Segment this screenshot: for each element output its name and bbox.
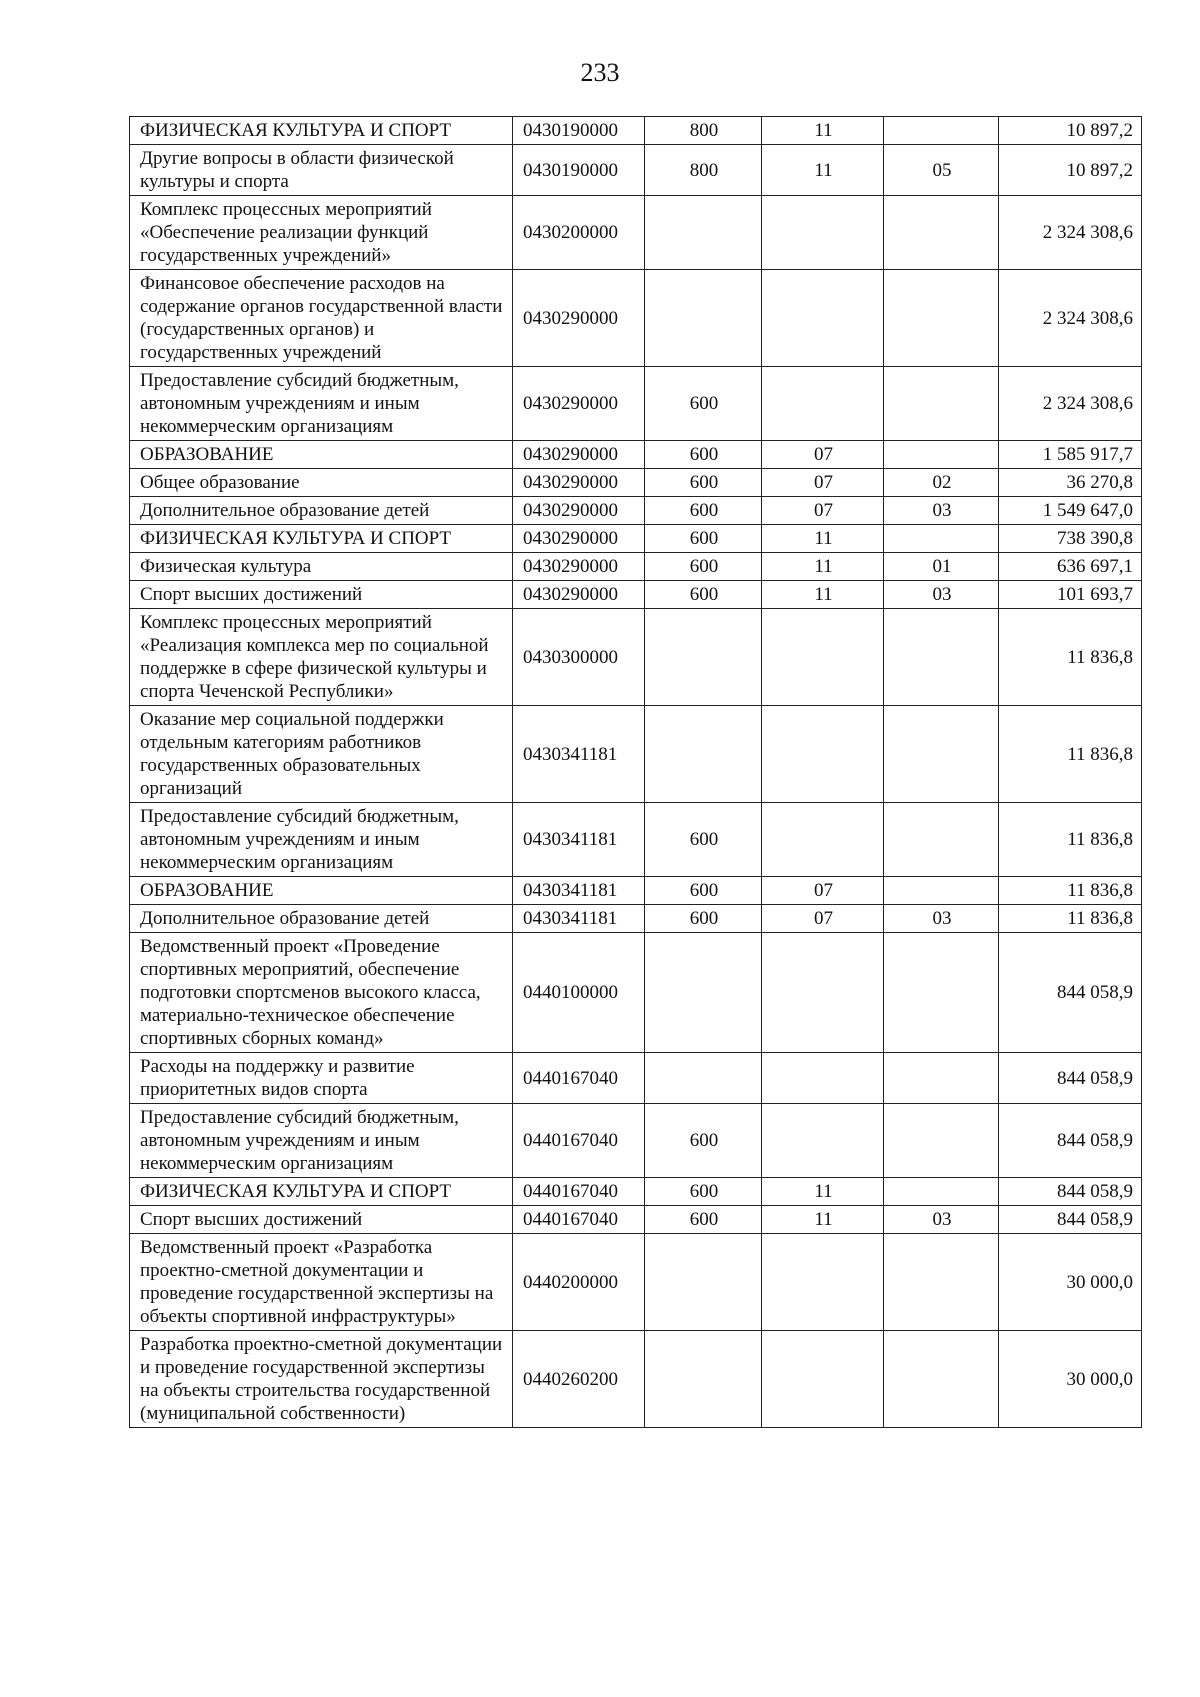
subsection-cell [884, 441, 999, 469]
item-name-cell: ФИЗИЧЕСКАЯ КУЛЬТУРА И СПОРТ [130, 1178, 513, 1206]
table-row [130, 1053, 1142, 1104]
item-name-cell: Предоставление субсидий бюджетным, автономным учреждениям и иным некоммерческим организациям [130, 803, 513, 877]
section-cell [762, 196, 884, 270]
amount-cell: 2 324 308,6 [999, 367, 1142, 441]
item-name-cell: Оказание мер социальной поддержки отдельным категориям работников государственных образовательных организаций [130, 706, 513, 803]
expense-type-cell: 600 [645, 525, 762, 553]
item-name-cell: Финансовое обеспечение расходов на содержание органов государственной власти (государственных органов) и государственных учреждений [130, 270, 513, 367]
expense-type-cell: 600 [645, 1206, 762, 1234]
target-article-code-cell: 0430290000 [513, 367, 645, 441]
expense-type-cell: 600 [645, 1178, 762, 1206]
expense-type-cell: 600 [645, 877, 762, 905]
subsection-cell: 03 [884, 905, 999, 933]
item-name-cell: Комплекс процессных мероприятий «Обеспечение реализации функций государственных учреждений» [130, 196, 513, 270]
target-article-code-cell: 0430341181 [513, 706, 645, 803]
section-cell [762, 803, 884, 877]
expense-type-cell: 600 [645, 367, 762, 441]
table-row [130, 1104, 1142, 1178]
page-number: 233 [580, 58, 620, 87]
subsection-cell [884, 1053, 999, 1104]
target-article-code-cell: 0430190000 [513, 145, 645, 196]
target-article-code-cell: 0430190000 [513, 117, 645, 145]
section-cell [762, 1053, 884, 1104]
table-row [130, 497, 1142, 525]
budget-table [129, 116, 1142, 1428]
target-article-code-cell: 0430300000 [513, 609, 645, 706]
section-cell: 11 [762, 553, 884, 581]
section-cell: 11 [762, 525, 884, 553]
amount-cell: 11 836,8 [999, 803, 1142, 877]
item-name-cell: Расходы на поддержку и развитие приоритетных видов спорта [130, 1053, 513, 1104]
target-article-code-cell: 0430341181 [513, 905, 645, 933]
section-cell [762, 1331, 884, 1428]
section-cell: 07 [762, 441, 884, 469]
expense-type-cell [645, 933, 762, 1053]
expense-type-cell: 600 [645, 905, 762, 933]
item-name-cell: ОБРАЗОВАНИЕ [130, 441, 513, 469]
table-row [130, 803, 1142, 877]
section-cell: 07 [762, 905, 884, 933]
section-cell [762, 367, 884, 441]
amount-cell: 738 390,8 [999, 525, 1142, 553]
amount-cell: 2 324 308,6 [999, 196, 1142, 270]
target-article-code-cell: 0440200000 [513, 1234, 645, 1331]
expense-type-cell: 600 [645, 441, 762, 469]
item-name-cell: Ведомственный проект «Проведение спортивных мероприятий, обеспечение подготовки спортсменов высокого класса, материально-техническое обеспечение спортивных сборных команд» [130, 933, 513, 1053]
item-name-cell: Физическая культура [130, 553, 513, 581]
subsection-cell [884, 1331, 999, 1428]
section-cell [762, 1234, 884, 1331]
item-name-cell: ФИЗИЧЕСКАЯ КУЛЬТУРА И СПОРТ [130, 117, 513, 145]
table-row [130, 469, 1142, 497]
target-article-code-cell: 0430290000 [513, 469, 645, 497]
item-name-cell: Дополнительное образование детей [130, 497, 513, 525]
table-row [130, 196, 1142, 270]
expense-type-cell [645, 196, 762, 270]
expense-type-cell [645, 706, 762, 803]
expense-type-cell [645, 270, 762, 367]
target-article-code-cell: 0430290000 [513, 553, 645, 581]
table-row [130, 1206, 1142, 1234]
amount-cell: 11 836,8 [999, 706, 1142, 803]
target-article-code-cell: 0430290000 [513, 581, 645, 609]
expense-type-cell: 600 [645, 1104, 762, 1178]
table-row [130, 1178, 1142, 1206]
amount-cell: 844 058,9 [999, 1053, 1142, 1104]
subsection-cell [884, 803, 999, 877]
table-row [130, 270, 1142, 367]
section-cell: 07 [762, 497, 884, 525]
subsection-cell [884, 877, 999, 905]
section-cell: 07 [762, 877, 884, 905]
item-name-cell: Предоставление субсидий бюджетным, автономным учреждениям и иным некоммерческим организациям [130, 1104, 513, 1178]
table-row [130, 609, 1142, 706]
amount-cell: 844 058,9 [999, 1104, 1142, 1178]
subsection-cell: 05 [884, 145, 999, 196]
section-cell: 11 [762, 1178, 884, 1206]
budget-table-body [130, 117, 1142, 1428]
amount-cell: 2 324 308,6 [999, 270, 1142, 367]
expense-type-cell: 600 [645, 581, 762, 609]
amount-cell: 10 897,2 [999, 145, 1142, 196]
table-row [130, 1234, 1142, 1331]
subsection-cell: 03 [884, 581, 999, 609]
section-cell [762, 706, 884, 803]
expense-type-cell [645, 1053, 762, 1104]
subsection-cell: 03 [884, 497, 999, 525]
expense-type-cell: 600 [645, 803, 762, 877]
expense-type-cell: 600 [645, 469, 762, 497]
amount-cell: 30 000,0 [999, 1331, 1142, 1428]
table-row [130, 367, 1142, 441]
amount-cell: 11 836,8 [999, 905, 1142, 933]
section-cell: 07 [762, 469, 884, 497]
amount-cell: 101 693,7 [999, 581, 1142, 609]
section-cell [762, 933, 884, 1053]
table-row [130, 877, 1142, 905]
subsection-cell [884, 1234, 999, 1331]
subsection-cell [884, 196, 999, 270]
item-name-cell: Спорт высших достижений [130, 581, 513, 609]
subsection-cell [884, 609, 999, 706]
section-cell: 11 [762, 581, 884, 609]
table-row [130, 905, 1142, 933]
target-article-code-cell: 0440167040 [513, 1178, 645, 1206]
table-row [130, 706, 1142, 803]
target-article-code-cell: 0440100000 [513, 933, 645, 1053]
expense-type-cell [645, 1331, 762, 1428]
target-article-code-cell: 0430290000 [513, 525, 645, 553]
item-name-cell: Другие вопросы в области физической культуры и спорта [130, 145, 513, 196]
subsection-cell [884, 117, 999, 145]
table-row [130, 933, 1142, 1053]
table-row [130, 117, 1142, 145]
subsection-cell [884, 1178, 999, 1206]
target-article-code-cell: 0440167040 [513, 1104, 645, 1178]
section-cell [762, 609, 884, 706]
amount-cell: 36 270,8 [999, 469, 1142, 497]
table-row [130, 441, 1142, 469]
target-article-code-cell: 0430341181 [513, 877, 645, 905]
amount-cell: 10 897,2 [999, 117, 1142, 145]
table-row [130, 581, 1142, 609]
section-cell: 11 [762, 145, 884, 196]
target-article-code-cell: 0430200000 [513, 196, 645, 270]
amount-cell: 30 000,0 [999, 1234, 1142, 1331]
target-article-code-cell: 0430341181 [513, 803, 645, 877]
target-article-code-cell: 0430290000 [513, 497, 645, 525]
item-name-cell: Дополнительное образование детей [130, 905, 513, 933]
subsection-cell [884, 525, 999, 553]
target-article-code-cell: 0430290000 [513, 441, 645, 469]
amount-cell: 11 836,8 [999, 609, 1142, 706]
table-row [130, 145, 1142, 196]
table-row [130, 1331, 1142, 1428]
section-cell: 11 [762, 117, 884, 145]
subsection-cell [884, 933, 999, 1053]
item-name-cell: Спорт высших достижений [130, 1206, 513, 1234]
subsection-cell: 03 [884, 1206, 999, 1234]
item-name-cell: Предоставление субсидий бюджетным, автономным учреждениям и иным некоммерческим организациям [130, 367, 513, 441]
target-article-code-cell: 0440260200 [513, 1331, 645, 1428]
item-name-cell: Общее образование [130, 469, 513, 497]
expense-type-cell [645, 1234, 762, 1331]
target-article-code-cell: 0430290000 [513, 270, 645, 367]
expense-type-cell: 800 [645, 117, 762, 145]
item-name-cell: Комплекс процессных мероприятий «Реализация комплекса мер по социальной поддержке в сфере физической культуры и спорта Чеченской Республики» [130, 609, 513, 706]
amount-cell: 844 058,9 [999, 1178, 1142, 1206]
section-cell: 11 [762, 1206, 884, 1234]
target-article-code-cell: 0440167040 [513, 1053, 645, 1104]
subsection-cell [884, 270, 999, 367]
subsection-cell [884, 706, 999, 803]
expense-type-cell: 600 [645, 497, 762, 525]
subsection-cell [884, 367, 999, 441]
item-name-cell: Ведомственный проект «Разработка проектно-сметной документации и проведение государственной экспертизы на объекты спортивной инфраструктуры» [130, 1234, 513, 1331]
subsection-cell [884, 1104, 999, 1178]
expense-type-cell: 800 [645, 145, 762, 196]
item-name-cell: ОБРАЗОВАНИЕ [130, 877, 513, 905]
target-article-code-cell: 0440167040 [513, 1206, 645, 1234]
item-name-cell: ФИЗИЧЕСКАЯ КУЛЬТУРА И СПОРТ [130, 525, 513, 553]
item-name-cell: Разработка проектно-сметной документации и проведение государственной экспертизы на объекты строительства государственной (муниципальной собственности) [130, 1331, 513, 1428]
table-row [130, 553, 1142, 581]
expense-type-cell [645, 609, 762, 706]
section-cell [762, 270, 884, 367]
subsection-cell: 01 [884, 553, 999, 581]
amount-cell: 11 836,8 [999, 877, 1142, 905]
subsection-cell: 02 [884, 469, 999, 497]
amount-cell: 844 058,9 [999, 1206, 1142, 1234]
amount-cell: 1 549 647,0 [999, 497, 1142, 525]
table-row [130, 525, 1142, 553]
amount-cell: 636 697,1 [999, 553, 1142, 581]
section-cell [762, 1104, 884, 1178]
expense-type-cell: 600 [645, 553, 762, 581]
amount-cell: 844 058,9 [999, 933, 1142, 1053]
amount-cell: 1 585 917,7 [999, 441, 1142, 469]
